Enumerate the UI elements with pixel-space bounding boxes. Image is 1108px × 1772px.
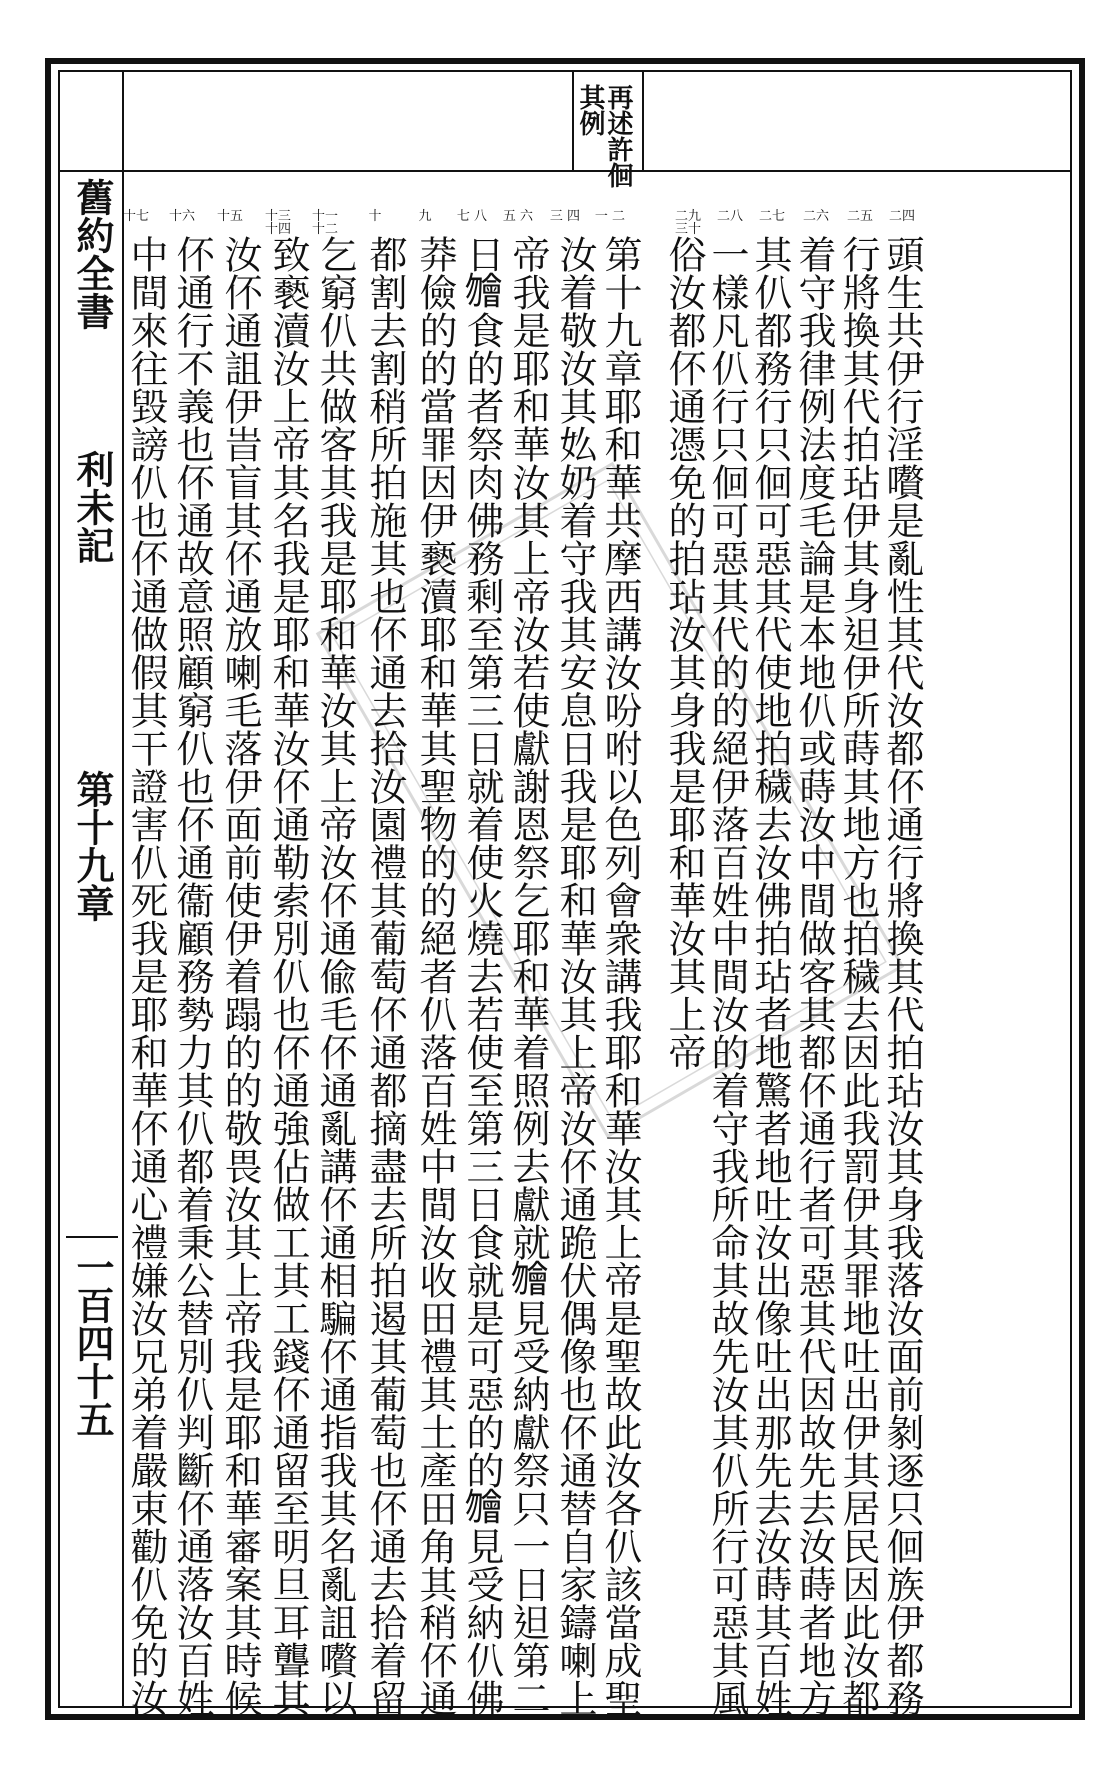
text-column-1: 頭生共伊行淫嚽是亂性其代汝都伓通行將換其代拍玷汝其身我落汝面前剶逐只佪族伊都務 (880, 235, 924, 1717)
text-column-12: 都割去割稍所拍施其也伓通去拾汝園禮其葡萄伓通都摘盡去所拍遏其葡萄也伓通去拾着留 (363, 235, 407, 1717)
verse-num-col6: 二九 三十 (674, 209, 701, 237)
verse-num-col10: 七 八 (456, 209, 488, 224)
text-column-14: 致褻瀆汝上帝其名我是耶和華汝伓通勒索別仈也伓通強佔做工其工錢伓通留至明旦耳聾其 (266, 235, 310, 1717)
side-book-name (66, 450, 118, 564)
header-divider (58, 170, 1072, 172)
verse-num-col11: 九 (418, 209, 432, 224)
text-column-7-chapter-start: 第十九章耶和華共摩西講汝吩咐以色列會衆講我耶和華汝其上帝是聖故此汝各仈該當成聖 (598, 235, 642, 1717)
side-chapter (66, 770, 118, 922)
header-gloss-line2: 其例 (575, 84, 605, 136)
page-number: 一百四十五 (70, 1248, 115, 1438)
verse-num-col15: 十五 (216, 209, 243, 224)
chapter-label: 第十九章 (70, 770, 115, 922)
side-book-title (66, 178, 118, 330)
verse-num-col14: 十三 十四 (264, 209, 291, 237)
text-column-3: 着守我律例法度毛論是本地仈或蒔汝中間做客其都伓通行者可惡其代因故先去汝蒔者地方 (792, 235, 836, 1717)
verse-num-col16: 十六 (168, 209, 195, 224)
text-column-4: 其仈都務行只佪可惡其代使地拍穢去汝佛拍玷者地驚者地吐汝出像吐出那先去汝蒔其百姓 (748, 235, 792, 1717)
verse-num-col13: 十一 十二 (311, 209, 338, 237)
verse-num-col1: 二四 (888, 209, 915, 224)
text-column-10: 日𣍐食的者祭肉佛務剩至第三日就着使火燒去若使至第三日食就是可惡的的𣍐見受納仈佛 (460, 235, 504, 1717)
book-title: 舊約全書 (70, 178, 115, 330)
text-column-8: 汝着敬汝其𡚸奶着守我其安息日我是耶和華汝其上帝汝伓通跪伏偶像也伓通替自家鑄喇上 (553, 235, 597, 1717)
text-column-6: 俗汝都伓通憑免的拍玷汝其身我是耶和華汝其上帝 (662, 235, 706, 1071)
verse-num-col12: 十 (368, 209, 382, 224)
verse-num-col5: 二八 (716, 209, 743, 224)
text-column-11: 莽儉的的當罪因伊褻瀆耶和華其聖物的的絕者仈落百姓中間汝收田禮其土產田角其稍伓通 (413, 235, 457, 1717)
header-gloss-line1: 再述許佪 (603, 84, 633, 188)
verse-num-col4: 二七 (758, 209, 785, 224)
text-column-17: 中間來往毀謗仈也伓通做假其干證害仈死我是耶和華伓通心禮嫌汝兄弟着嚴束勸仈免的汝 (124, 235, 168, 1717)
text-column-9: 帝我是耶和華汝其上帝汝若使獻謝恩祭乞耶和華着照例去獻就𣍐見受納獻祭只一日𨑨第二 (506, 235, 550, 1717)
text-column-16: 伓通行不義也伓通故意照顧窮仈也伓通衞顧務勢力其仈都着秉公替別仈判斷伓通落汝百姓 (170, 235, 214, 1717)
verse-num-col3: 二六 (802, 209, 829, 224)
page-number-rule (66, 1236, 118, 1238)
text-column-2: 行將換其代拍玷伊其身𨑨伊所蒔其地方也拍穢去因此我罰伊其罪地吐出伊其居民因此汝都 (836, 235, 880, 1717)
verse-num-col9: 五 六 (502, 209, 534, 224)
text-column-13: 乞窮仈共做客其我是耶和華汝其上帝汝伓通偸毛伓通亂講伓通相騙伓通指我其名亂詛嚽以 (313, 235, 357, 1717)
gloss-divider-right (642, 70, 644, 170)
gloss-divider-left (572, 70, 574, 170)
book-name: 利未記 (70, 450, 115, 564)
verse-num-col17: 十七 (122, 209, 149, 224)
verse-num-col8: 三 四 (549, 209, 581, 224)
text-column-5: 一樣凡仈行只佪可惡其代的的絕伊落百姓中間汝的着守我所命其故先汝其仈所行可惡其風 (705, 235, 749, 1717)
text-column-15: 汝伓通詛伊旹盲其伓通放喇毛落伊面前使伊着蹋的的敬畏汝其上帝我是耶和華審案其時候 (218, 235, 262, 1717)
verse-num-col7: 一 二 (594, 209, 626, 224)
verse-num-col2: 二五 (846, 209, 873, 224)
